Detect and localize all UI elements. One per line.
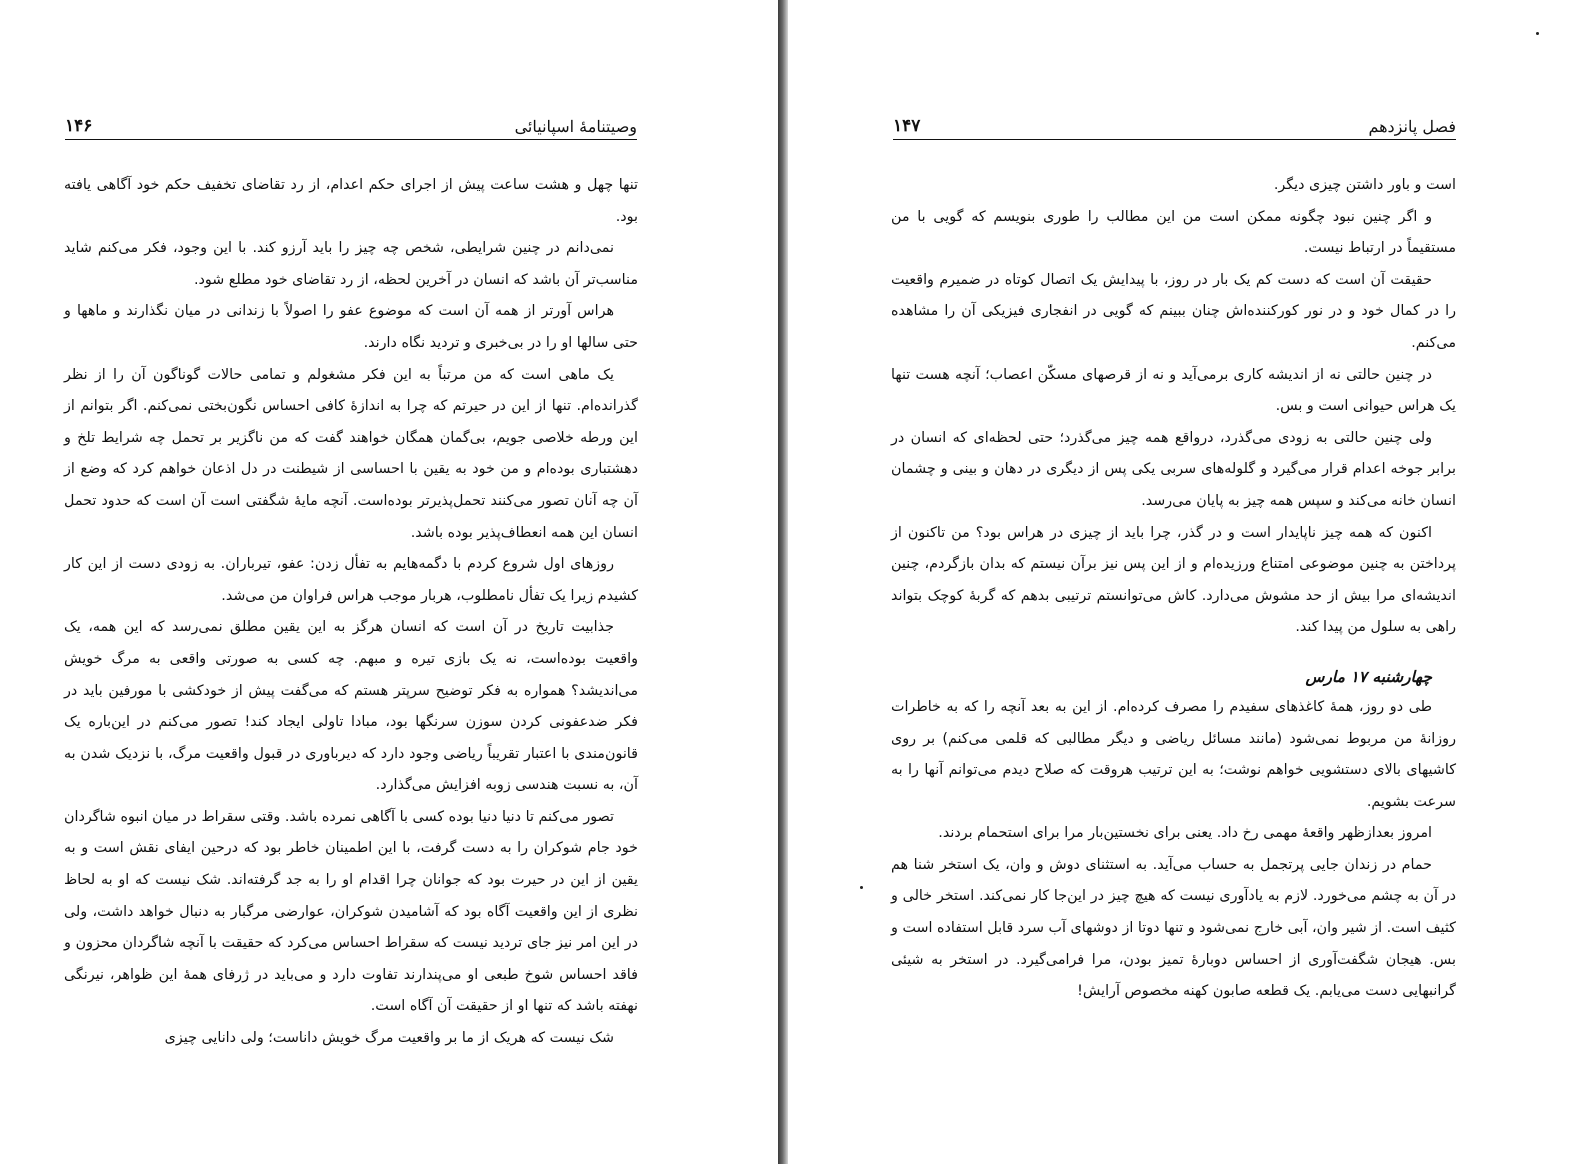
paragraph: ولی چنین حالتی به زودی می‌گذرد، درواقع همه چیز می‌گذرد؛ حتی لحظه‌ای که انسان در برابر جوخه اعدام قرار می‌گیرد و گلوله‌های سربی یکی پس از دیگری در دهان و بینی و چشمان انسان خانه می‌کند و سپس همه چیز به پایان می‌رسد. [891,429,1456,509]
paragraph: یک ماهی است که من مرتباً به این فکر مشغولم و تمامی حالات گوناگون آن را از نظر گذرانده‌ام. تنها از این در حیرتم که چرا به اندازهٔ کافی احساس نگون‌بختی نمی‌کنم. اگر بتوانم از این ورطه خلاصی جویم، بی‌گمان همگان خواهند گفت که من ناگزیر بر تحمل چه شرایط تلخ و دهشتباری بوده‌ام و من خود به یقین با احساسی از شیطنت در دل اذعان خواهم کرد که وضع از آن چه آنان تصور می‌کنند تحمل‌پذیرتر بوده‌است. آنچه مایهٔ شگفتی است آن است که حدود تحمل انسان این همه انعطاف‌پذیر بوده باشد. [64,366,638,541]
right-page [788,0,1585,1164]
paragraph: حقیقت آن است که دست کم یک بار در روز، با پیدایش یک اتصال کوتاه در ضمیرم واقعیت را در کمال خود و در نور کورکننده‌اش چنان ببینم که گویی در انفجاری فیزیکی آن را مشاهده می‌کنم. [891,271,1456,351]
right-page-body [891,170,1456,1008]
paragraph: طی دو روز، همهٔ کاغذهای سفیدم را مصرف کرده‌ام. از این به بعد آنچه را که به خاطرات روزانهٔ من مربوط نمی‌شود (مانند مسائل ریاضی و دیگر مطالبی که قلمی می‌کنم) بر روی کاشیهای بالای دستشویی خواهم نوشت؛ به این ترتیب هروقت که صلاح دیدم می‌توانم آنها را به سرعت بشویم. [891,698,1456,810]
right-page-header [893,116,1456,140]
running-title: فصل پانزدهم [1368,117,1456,136]
left-page-header [65,116,637,140]
paragraph: شک نیست که هریک از ما بر واقعیت مرگ خویش داناست؛ ولی دانایی چیزی [164,1030,614,1047]
left-page [0,0,778,1164]
paragraph: روزهای اول شروع کردم با دگمه‌هایم به تفأل زدن: عفو، تیرباران. به زودی دست از این کار کشیدم زیرا یک تفأل نامطلوب، هربار موجب هراس فراوان من می‌شد. [64,556,638,604]
scan-speck [860,886,863,889]
diary-entry-heading: چهارشنبه ۱۷ مارس [1305,667,1432,686]
scan-speck [1536,32,1539,35]
paragraph: و اگر چنین نبود چگونه ممکن است من این مطالب را طوری بنویسم که گویی با من مستقیماً در ارتباط نیست. [891,208,1456,257]
paragraph: نمی‌دانم در چنین شرایطی، شخص چه چیز را باید آرزو کند. با این وجود، فکر می‌کنم شاید مناسب‌تر آن باشد که انسان در آخرین لحظه، از رد تقاضای خود مطلع شود. [64,240,638,288]
paragraph: جذابیت تاریخ در آن است که انسان هرگز به این یقین مطلق نمی‌رسد که این همه، یک واقعیت بوده‌است، نه یک بازی تیره و مبهم. چه کسی به صورتی واقعی به مرگ خویش می‌اندیشد؟ همواره به فکر توضیح سرپتر هستم که می‌گفت پیش از خودکشی با مورفین باید در فکر ضدعفونی کردن سوزن سرنگها بود، مبادا تاولی ایجاد کند! تصور می‌کنم در این‌باره یک قانون‌مندی با اعتبار تقریباً ریاضی وجود دارد که دیرباوری در قبول واقعیت مرگ، با نزدیک شدن به آن، به نسبت هندسی زوبه افزایش می‌گذارد. [64,619,638,794]
running-title: وصیتنامهٔ اسپانیائی [514,117,637,136]
paragraph: تنها چهل و هشت ساعت پیش از اجرای حکم اعدام، از رد تقاضای تخفیف حکم خود آگاهی یافته بود. [64,177,638,225]
paragraph: هراس آورتر از همه آن است که موضوع عفو را اصولاً با زندانی در میان نگذارند و ماهها و حتی سالها او را در بی‌خبری و تردید نگاه دارند. [64,303,638,351]
page-number: ۱۴۶ [65,116,93,136]
paragraph: تصور می‌کنم تا دنیا دنیا بوده‌ کسی با آگاهی نمرده باشد. وقتی سقراط در میان انبوه شاگردان خود جام شوکران را به دست گرفت، با این اطمینان خاطر بود که درحین ایفای نقش است و به یقین از این در حیرت بود که جوانان چرا اقدام او را به جد گرفته‌اند. شک نیست که او به لحاظ نظری از این واقعیت آگاه بود که آشامیدن شوکران، عوارضی مرگبار به دنبال خواهد داشت، ولی در این امر نیز جای تردید نیست که سقراط احساس می‌کرد که حقیقت با آنچه شاگردان محزون و فاقد احساس شوخ طبعی او می‌پندارند تفاوت دارد و می‌باید در ژرفای همهٔ این ظواهر، نیرنگی نهفته باشد که تنها او از حقیقت آن آگاه است. [64,808,638,1015]
left-page-body [64,170,638,1055]
paragraph: اکنون که همه چیز ناپایدار است و در گذر، چرا باید از چیزی در هراس بود؟ من تاکنون از پرداختن به چنین موضوعی امتناع ورزیده‌ام و از این پس نیز برآن نیستم که بدان بازگردم، چنین اندیشه‌ای مرا بیش از حد مشوش می‌دارد. کاش می‌توانستم ترتیبی بدهم که گربهٔ کوچک بتواند راهی به سلول من پیدا کند. [891,524,1456,636]
paragraph: است و باور داشتن چیزی دیگر. [1273,177,1456,193]
paragraph: امروز بعدازظهر واقعهٔ مهمی رخ داد. یعنی برای نخستین‌بار مرا برای استحمام بردند. [938,825,1432,842]
page-number: ۱۴۷ [893,116,921,136]
paragraph: حمام در زندان جایی پرتجمل به حساب می‌آید. به استثنای دوش و وان، یک استخر شنا هم در آن به چشم می‌خورد. لازم به یادآوری نیست که هیچ چیز در این‌جا کار نمی‌کند. استخر خالی و کثیف است. از شیر وان، آبی خارج نمی‌شود و تنها دوتا از دوشهای آب سرد قابل استفاده است و بس. هیجان شگفت‌آوری از احساس دوبارهٔ تمیز بودن، مرا فرامی‌گیرد. در استخر به شیئی گرانبهایی دست می‌یابم. یک قطعه صابون کهنه مخصوص آرایش! [891,856,1456,1000]
book-gutter [778,0,788,1164]
paragraph: در چنین حالتی نه از اندیشه کاری برمی‌آید و نه از قرصهای مسکّن اعصاب؛ آنچه هست تنها یک هراس حیوانی است و بس. [891,366,1456,415]
